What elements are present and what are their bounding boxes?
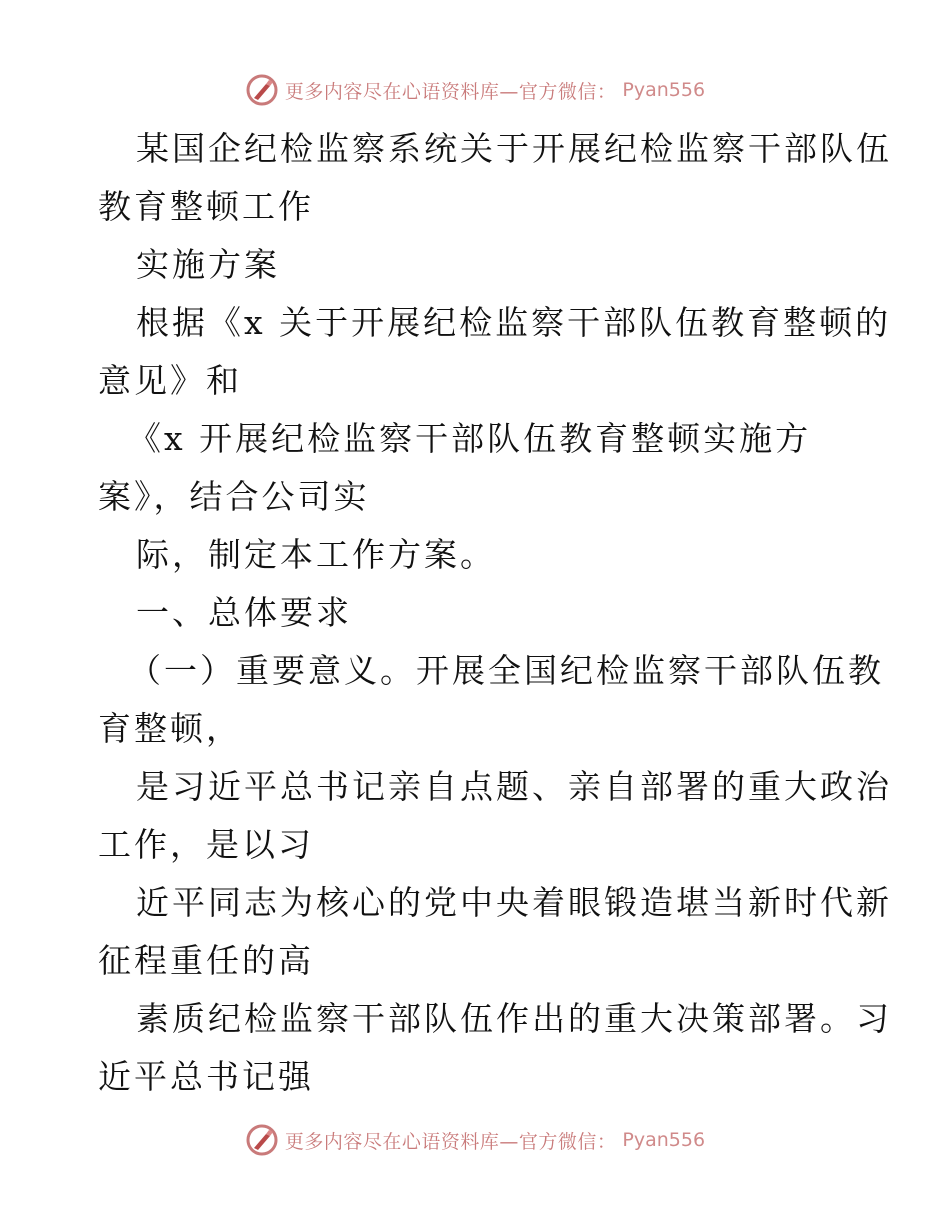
paragraph-line: 根据《x 关于开展纪检监察干部队伍教育整顿的: [136, 303, 892, 342]
watermark-text: 更多内容尽在心语资料库—官方微信：: [284, 1130, 617, 1153]
watermark-id: Pyan556: [622, 79, 706, 101]
subtitle-line: 实施方案: [136, 245, 280, 284]
paragraph-line: 近平总书记强: [98, 1057, 314, 1096]
paragraph-line: 《x 开展纪检监察干部队伍教育整顿实施方: [128, 419, 812, 458]
title-line-1: 某国企纪检监察系统关于开展纪检监察干部队伍: [136, 129, 892, 168]
paragraph-line: （一）重要意义。开展全国纪检监察干部队伍教: [128, 651, 884, 690]
watermark-text: 更多内容尽在心语资料库—官方微信：: [284, 80, 617, 103]
pen-circle-logo-icon: [245, 73, 279, 107]
section-heading: 一、总体要求: [136, 593, 352, 632]
footer-watermark: [0, 1122, 950, 1158]
paragraph-line: 征程重任的高: [98, 941, 314, 980]
title-line-2: 教育整顿工作: [98, 187, 314, 226]
header-watermark: [0, 72, 950, 108]
paragraph-line: 工作，是以习: [98, 825, 314, 864]
paragraph-line: 案》，结合公司实: [98, 477, 370, 516]
paragraph-line: 素质纪检监察干部队伍作出的重大决策部署。习: [136, 999, 892, 1038]
pen-circle-logo-icon: [245, 1123, 279, 1157]
paragraph-line: 意见》和: [98, 361, 242, 400]
paragraph-line: 近平同志为核心的党中央着眼锻造堪当新时代新: [136, 883, 892, 922]
watermark-id: Pyan556: [622, 1129, 706, 1151]
document-body: [98, 120, 892, 1106]
paragraph-line: 际，制定本工作方案。: [136, 535, 496, 574]
paragraph-line: 育整顿，: [98, 709, 242, 748]
paragraph-line: 是习近平总书记亲自点题、亲自部署的重大政治: [136, 767, 892, 806]
